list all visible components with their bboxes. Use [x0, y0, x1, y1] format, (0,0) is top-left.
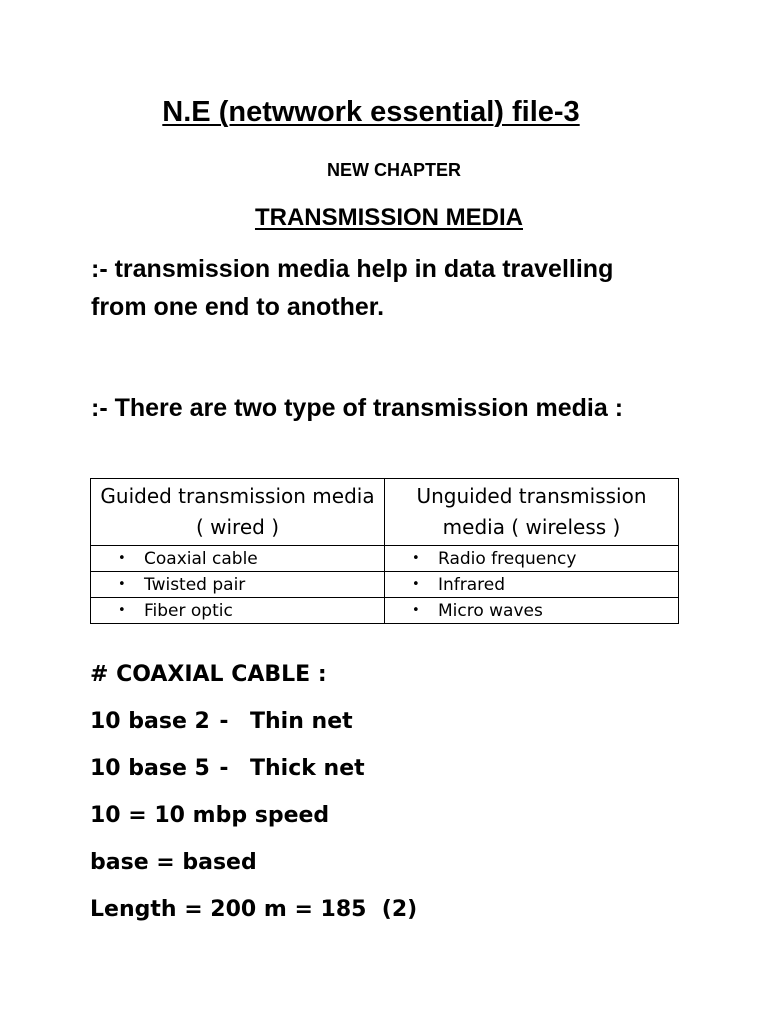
bullet-icon: • — [412, 602, 420, 618]
definition-paragraph: :- transmission media help in data travelling from one end to another. — [91, 255, 614, 321]
types-paragraph: :- There are two type of transmission media : — [91, 394, 624, 422]
bullet-icon: • — [118, 550, 126, 566]
base5-label: 10 base 5 — [90, 756, 210, 781]
unguided-item: Radio frequency — [438, 548, 577, 569]
thin-net-line — [90, 703, 417, 750]
bullet-icon: • — [118, 576, 126, 592]
guided-header: Guided transmission media ( wired ) — [91, 479, 385, 546]
table-cell — [91, 598, 385, 624]
bullet-icon: • — [118, 602, 126, 618]
length-line: Length = 200 m = 185 (2) — [90, 897, 418, 922]
guided-item: Coaxial cable — [144, 548, 258, 569]
table-cell — [385, 598, 679, 624]
bullet-icon: • — [412, 576, 420, 592]
dash-separator: - — [219, 709, 229, 734]
document-title: N.E (netwwork essential) file-3 — [162, 96, 580, 128]
table-cell — [385, 546, 679, 572]
chapter-label: NEW CHAPTER — [327, 160, 461, 180]
base-line: base = based — [90, 850, 257, 875]
dash-separator: - — [219, 756, 229, 781]
unguided-header: Unguided transmission media ( wireless ) — [385, 479, 679, 546]
table-header-row — [91, 479, 679, 546]
bullet-icon: • — [412, 550, 420, 566]
chapter-title: TRANSMISSION MEDIA — [254, 204, 523, 231]
transmission-media-table — [90, 478, 679, 624]
coaxial-heading: # COAXIAL CABLE : — [90, 662, 327, 687]
table-cell — [91, 572, 385, 598]
guided-item: Fiber optic — [144, 600, 233, 621]
thick-net-line — [90, 750, 417, 797]
coaxial-section — [90, 656, 417, 938]
unguided-item: Infrared — [438, 574, 506, 595]
speed-line: 10 = 10 mbp speed — [90, 803, 330, 828]
base2-label: 10 base 2 — [90, 709, 210, 734]
thick-net-label: Thick net — [250, 756, 365, 781]
table-row — [91, 546, 679, 572]
guided-item: Twisted pair — [144, 574, 246, 595]
table-cell — [91, 546, 385, 572]
thin-net-label: Thin net — [250, 709, 353, 734]
table-cell — [385, 572, 679, 598]
unguided-item: Micro waves — [438, 600, 543, 621]
table-row — [91, 598, 679, 624]
table-row — [91, 572, 679, 598]
